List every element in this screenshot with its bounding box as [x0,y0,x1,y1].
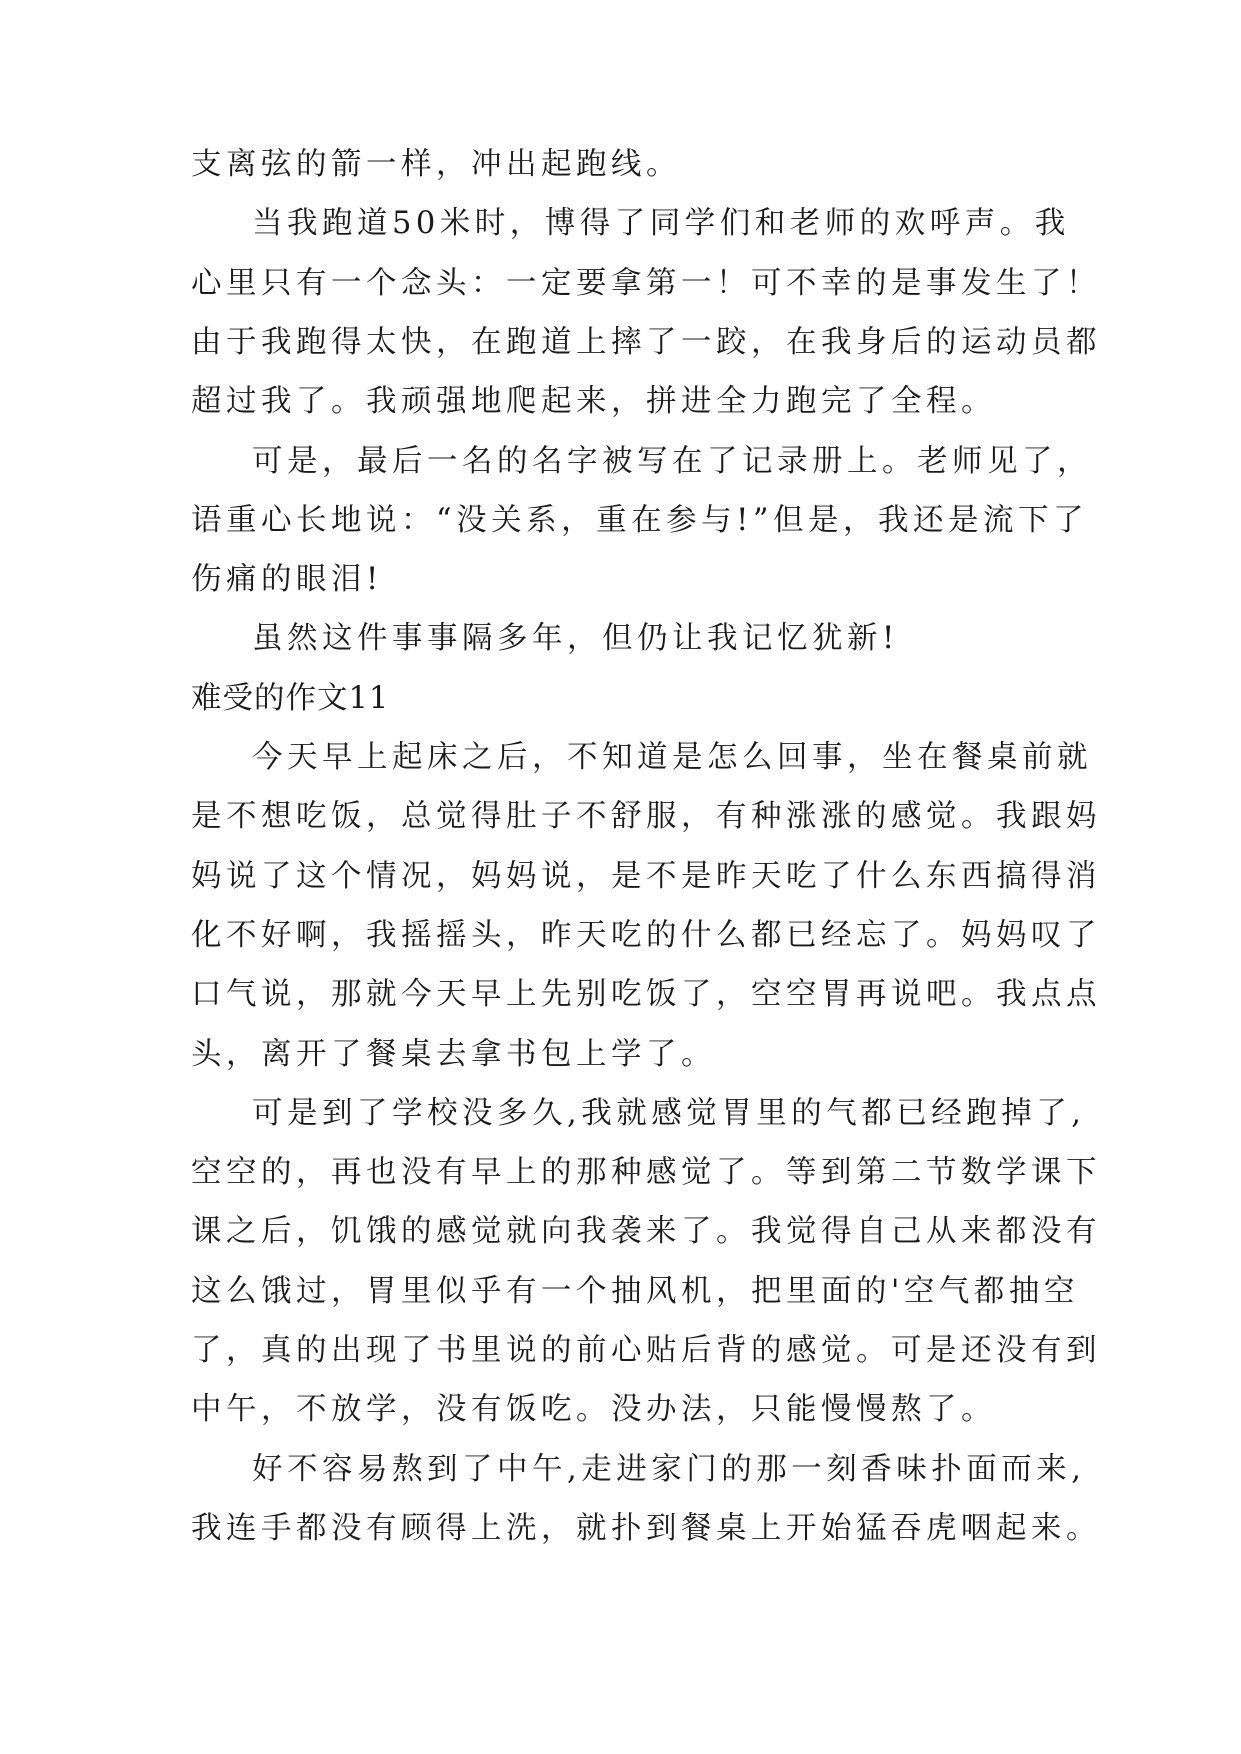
text-line: 今天早上起床之后，不知道是怎么回事，坐在餐桌前就 [252,740,1092,775]
text-line: 空空的，再也没有早上的那种感觉了。等到第二节数学课下 [191,1155,1101,1191]
text-line: 由于我跑得太快，在跑道上摔了一跤，在我身后的运动员都 [191,324,1101,360]
text-line: 好不容易熬到了中午,走进家门的那一刻香味扑面而来, [252,1451,1086,1487]
text-line: 超过我了。我顽强地爬起来，拼进全力跑完了全程。 [191,384,996,420]
text-line: 头，离开了餐桌去拿书包上学了。 [191,1036,716,1072]
text-line: 可是，最后一名的名字被写在了记录册上。老师见了， [252,443,1092,479]
text-line: 这么饿过，胃里似乎有一个抽风机，把里面的'空气都抽空 [191,1273,1079,1309]
text-line: 伤痛的眼泪! [191,562,383,598]
text-line: 口气说，那就今天早上先别吃饭了，空空胃再说吧。我点点 [191,977,1101,1013]
text-line: 支离弦的箭一样，冲出起跑线。 [191,147,681,182]
text-line: 我连手都没有顾得上洗，就扑到餐桌上开始猛吞虎咽起来。 [191,1510,1101,1546]
text-line: 化不好啊，我摇摇头，昨天吃的什么都已经忘了。妈妈叹了 [191,917,1101,953]
text-line: 了，真的出现了书里说的前心贴后背的感觉。可是还没有到 [191,1333,1101,1368]
text-line: 是不想吃饭，总觉得肚子不舒服，有种涨涨的感觉。我跟妈 [191,799,1101,835]
text-line: 中午，不放学，没有饭吃。没办法，只能慢慢熬了。 [191,1392,996,1428]
text-line: 可是到了学校没多久,我就感觉胃里的气都已经跑掉了, [252,1095,1086,1131]
text-line: 心里只有一个念头：一定要拿第一！可不幸的是事发生了！ [191,265,1101,301]
text-line: 妈说了这个情况，妈妈说，是不是昨天吃了什么东西搞得消 [191,858,1101,894]
text-line: 虽然这件事事隔多年，但仍让我记忆犹新! [252,621,899,657]
text-line: 课之后，饥饿的感觉就向我袭来了。我觉得自己从来都没有 [191,1214,1101,1250]
text-line: 当我跑道50米时，博得了同学们和老师的欢呼声。我 [252,206,1070,242]
section-heading: 难受的作文11 [191,680,390,716]
text-line: 语重心长地说：“没关系，重在参与!”但是，我还是流下了 [191,502,1088,538]
